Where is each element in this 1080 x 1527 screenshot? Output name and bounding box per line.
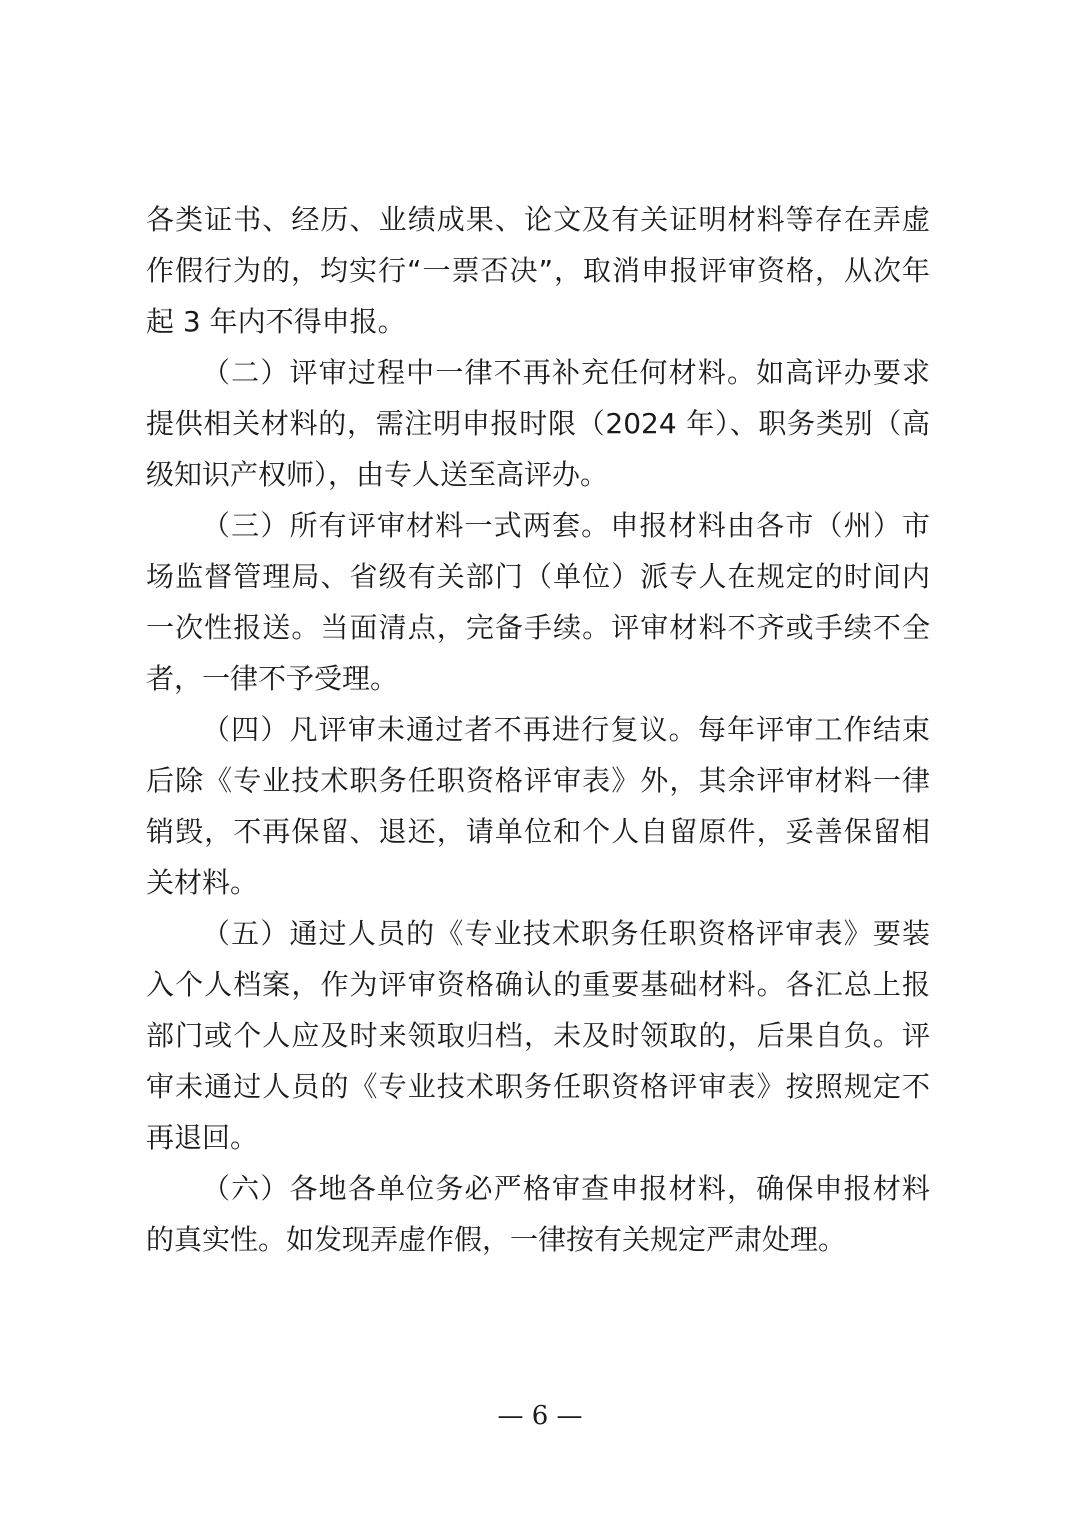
paragraph-item-3-start: （三）所有评审材料一式两套。申报材料由各市（州）市 [202,509,930,542]
text-line: 部门或个人应及时来领取归档，未及时领取的，后果自负。评 [146,1019,930,1052]
text-line: 提供相关材料的，需注明申报时限（2024 年）、职务类别（高 [146,407,930,440]
text-line: 销毁，不再保留、退还，请单位和个人自留原件，妥善保留相 [146,815,930,848]
text-line: 再退回。 [146,1121,259,1154]
paragraph-item-5-start: （五）通过人员的《专业技术职务任职资格评审表》要装 [202,917,930,950]
page-number: — 6 — [497,1401,583,1431]
text-line: 作假行为的，均实行“一票否决”，取消申报评审资格，从次年 [146,254,930,287]
text-line: 入个人档案，作为评审资格确认的重要基础材料。各汇总上报 [146,968,930,1001]
document-body [146,194,930,1265]
paragraph-item-6-start: （六）各地各单位务必严格审查申报材料，确保申报材料 [202,1172,930,1205]
text-line: 场监督管理局、省级有关部门（单位）派专人在规定的时间内 [146,560,930,593]
text-line: 后除《专业技术职务任职资格评审表》外，其余评审材料一律 [146,764,930,797]
text-line: 审未通过人员的《专业技术职务任职资格评审表》按照规定不 [146,1070,930,1103]
text-line: 级知识产权师），由专人送至高评办。 [146,458,609,491]
text-line: 者，一律不予受理。 [146,662,399,695]
text-line: 一次性报送。当面清点，完备手续。评审材料不齐或手续不全 [146,611,930,644]
text-line: 起 3 年内不得申报。 [146,305,406,338]
paragraph-item-2-start: （二）评审过程中一律不再补充任何材料。如高评办要求 [202,356,930,389]
paragraph-item-4-start: （四）凡评审未通过者不再进行复议。每年评审工作结束 [202,713,930,746]
text-line: 关材料。 [146,866,259,899]
text-line: 的真实性。如发现弄虚作假，一律按有关规定严肃处理。 [146,1223,847,1256]
text-line: 各类证书、经历、业绩成果、论文及有关证明材料等存在弄虚 [146,203,930,236]
